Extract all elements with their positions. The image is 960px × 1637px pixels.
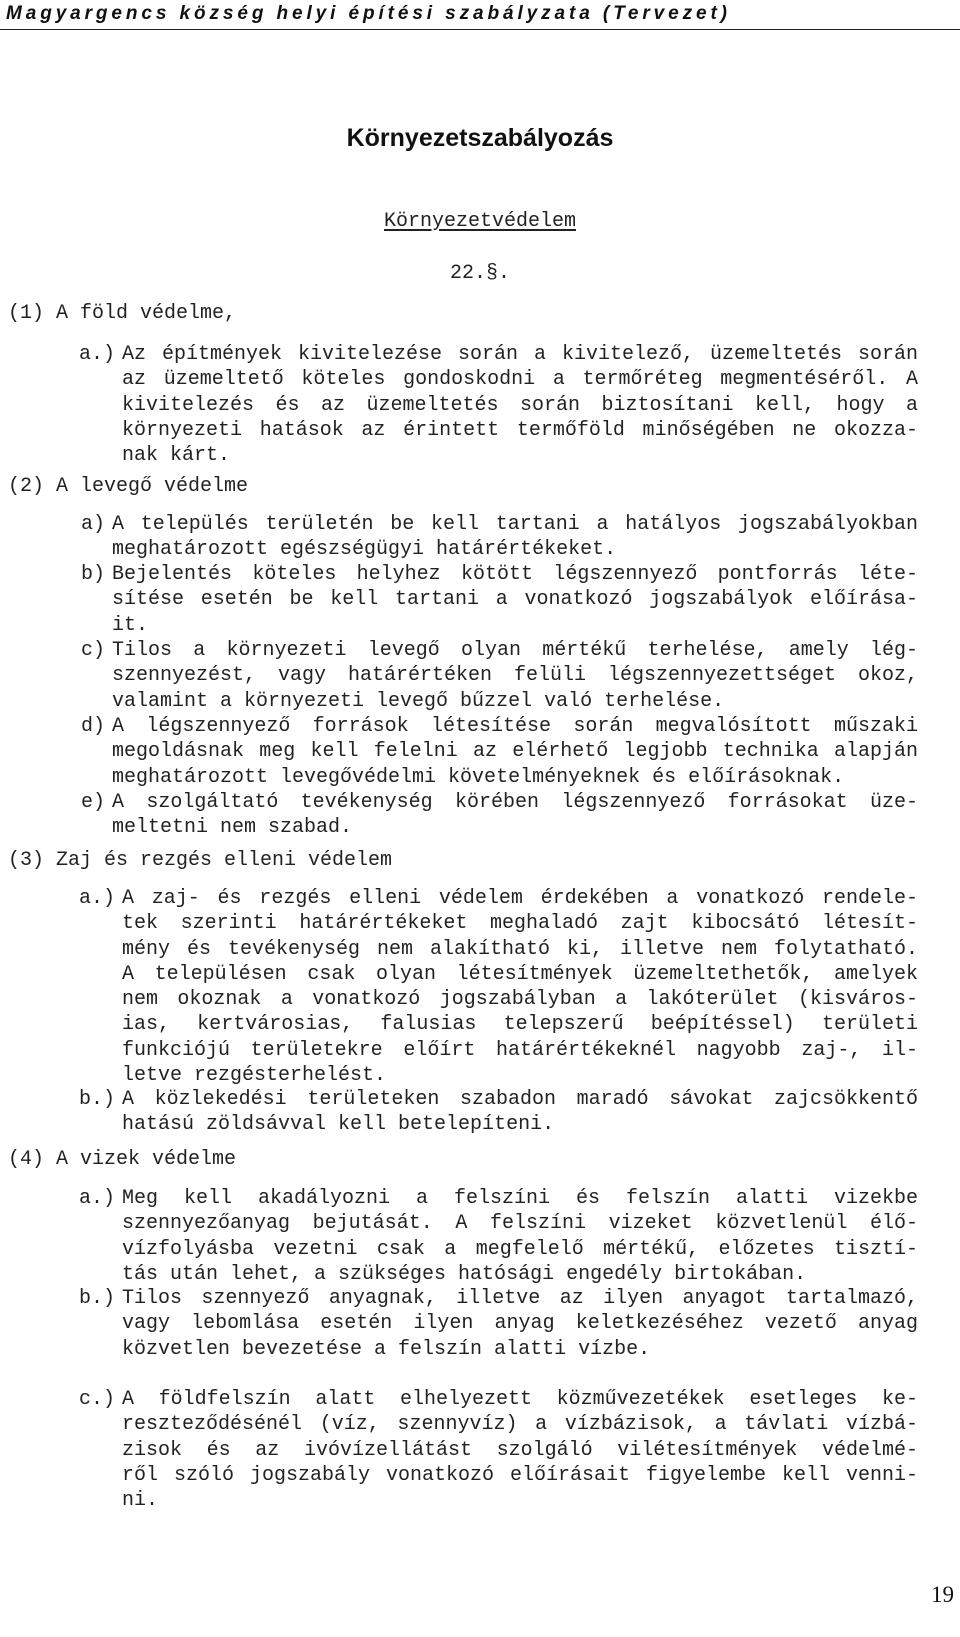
paragraph-4-water-item: [79, 1186, 918, 1287]
item-text-line: mény és tevékenység nem alakítható ki, illetve nem folytatható.: [122, 937, 918, 961]
item-text-line: letve rezgésterhelést.: [122, 1064, 387, 1088]
item-text-line: meghatározott levegővédelmi követelményeknek és előírásoknak.: [112, 765, 845, 789]
item-text-line: Meg kell akadályozni a felszíni és felszín alatti vizekbe: [122, 1187, 918, 1210]
item-text-line: ias, kertvárosias, falusias telepszerű beépítéssel) területi: [122, 1013, 918, 1037]
item-text-line: Tilos szennyező anyagnak, illetve az ilyen anyagot tartalmazó,: [122, 1287, 918, 1310]
item-text-line: környezeti hatások az érintett termőföld minőségében ne okozza-: [122, 418, 918, 442]
item-marker: a.): [79, 1187, 116, 1210]
item-marker: c): [81, 639, 106, 662]
item-text-line: A földfelszín alatt elhelyezett közművezetékek esetleges ke-: [122, 1388, 918, 1411]
item-text-line: vagy lebomlása esetén ilyen anyag keletkezéséhez vezető anyag: [122, 1312, 918, 1336]
item-text-line: funkciójú területekre előírt határértékeknél nagyobb zaj-, il-: [122, 1038, 918, 1062]
paragraph-2-air-item: [81, 714, 918, 790]
paragraph-3-noise-heading: (3) Zaj és rezgés elleni védelem: [8, 849, 393, 872]
item-text-line: A közlekedési területeken szabadon maradó sávokat zajcsökkentő: [122, 1088, 918, 1111]
page-number: 19: [931, 1582, 954, 1607]
item-marker: b.): [79, 1287, 116, 1310]
paragraph-3-noise-item: [79, 886, 918, 1088]
subtitle-text: Környezetvédelem: [383, 210, 577, 233]
item-text-line: A település területén be kell tartani a hatályos jogszabályokban: [112, 513, 918, 536]
item-text-line: zisok és az ivóvízellátást szolgáló vilétesítmények védelmé-: [122, 1438, 918, 1462]
item-marker: b.): [79, 1088, 116, 1111]
item-marker: c.): [79, 1388, 116, 1411]
item-text-line: A zaj- és rezgés elleni védelem érdekében a vonatkozó rendele-: [122, 887, 918, 910]
item-text-line: szennyezést, vagy határértéken felüli légszennyezettséget okoz,: [112, 664, 918, 688]
item-text-line: tek szerinti határértékeket meghaladó zajt kibocsátó létesít-: [122, 912, 918, 936]
running-header: Magyargencs község helyi építési szabályzata (Tervezet): [6, 3, 731, 24]
item-text-line: Az építmények kivitelezése során a kivitelező, üzemeltetés során: [122, 343, 918, 366]
item-text-line: meltetni nem szabad.: [112, 816, 353, 840]
header-rule: [0, 29, 960, 30]
paragraph-4-water-item: [79, 1286, 918, 1362]
item-text-line: tás után lehet, a szükséges hatósági engedély birtokában.: [122, 1262, 807, 1286]
item-text-line: sítése esetén be kell tartani a vonatkozó jogszabályok előírása-: [112, 588, 918, 612]
paragraph-2-air-item: [81, 512, 918, 563]
paragraph-3-noise-item: [79, 1087, 918, 1138]
item-marker: e): [81, 791, 106, 814]
paragraph-2-air-heading: (2) A levegő védelme: [8, 475, 249, 498]
item-text-line: közvetlen bevezetése a felszín alatti vízbe.: [122, 1337, 651, 1361]
paragraph-2-air-item: [81, 638, 918, 714]
item-text-line: nem okoznak a vonatkozó jogszabályban a lakóterület (kisváros-: [122, 988, 918, 1012]
item-marker: a.): [79, 343, 116, 366]
item-text-line: A légszennyező források létesítése során megvalósított műszaki: [112, 715, 918, 738]
item-text-line: nak kárt.: [122, 444, 231, 468]
page-title: Környezetszabályozás: [346, 124, 614, 152]
paragraph-1-soil-item: [79, 342, 918, 468]
item-text-line: ni.: [122, 1489, 159, 1513]
item-text-line: megoldásnak meg kell felelni az elérhető legjobb technika alapján: [112, 740, 918, 764]
item-marker: d): [81, 715, 106, 738]
item-text-line: vízfolyásba vezetni csak a megfelelő mértékű, előzetes tisztí-: [122, 1237, 918, 1261]
item-text-line: kivitelezés és az üzemeltetés során biztosítani kell, hogy a: [122, 393, 918, 417]
item-text-line: A szolgáltató tevékenység körében légszennyező forrásokat üze-: [112, 791, 918, 814]
item-text-line: it.: [112, 613, 149, 637]
item-text-line: ről szóló jogszabály vonatkozó előírásait figyelembe kell venni-: [122, 1463, 918, 1487]
section-number: 22.§.: [449, 262, 510, 285]
item-marker: b): [81, 563, 106, 586]
item-text-line: meghatározott egészségügyi határértékeket.: [112, 538, 617, 562]
paragraph-2-air-item: [81, 790, 918, 841]
paragraph-4-water-item: [79, 1387, 918, 1513]
paragraph-2-air-item: [81, 562, 918, 638]
item-text-line: az üzemeltető köteles gondoskodni a termőréteg megmentéséről. A: [122, 368, 918, 392]
paragraph-4-water-heading: (4) A vizek védelme: [8, 1148, 237, 1171]
item-text-line: Tilos a környezeti levegő olyan mértékű terhelése, amely lég-: [112, 639, 918, 662]
subtitle: [0, 210, 960, 233]
item-text-line: Bejelentés köteles helyhez kötött légszennyező pontforrás léte-: [112, 563, 918, 586]
item-text-line: szennyezőanyag bejutását. A felszíni vizeket közvetlenül élő-: [122, 1212, 918, 1236]
item-marker: a): [81, 513, 106, 536]
item-text-line: valamint a környezeti levegő bűzzel való terhelése.: [112, 689, 725, 713]
item-text-line: A településen csak olyan létesítmények üzemeltethetők, amelyek: [122, 962, 918, 986]
item-marker: a.): [79, 887, 116, 910]
item-text-line: reszteződésénél (víz, szennyvíz) a vízbázisok, a távlati vízbá-: [122, 1413, 918, 1437]
item-text-line: hatású zöldsávval kell betelepíteni.: [122, 1113, 555, 1137]
paragraph-1-soil-heading: (1) A föld védelme,: [8, 302, 237, 325]
